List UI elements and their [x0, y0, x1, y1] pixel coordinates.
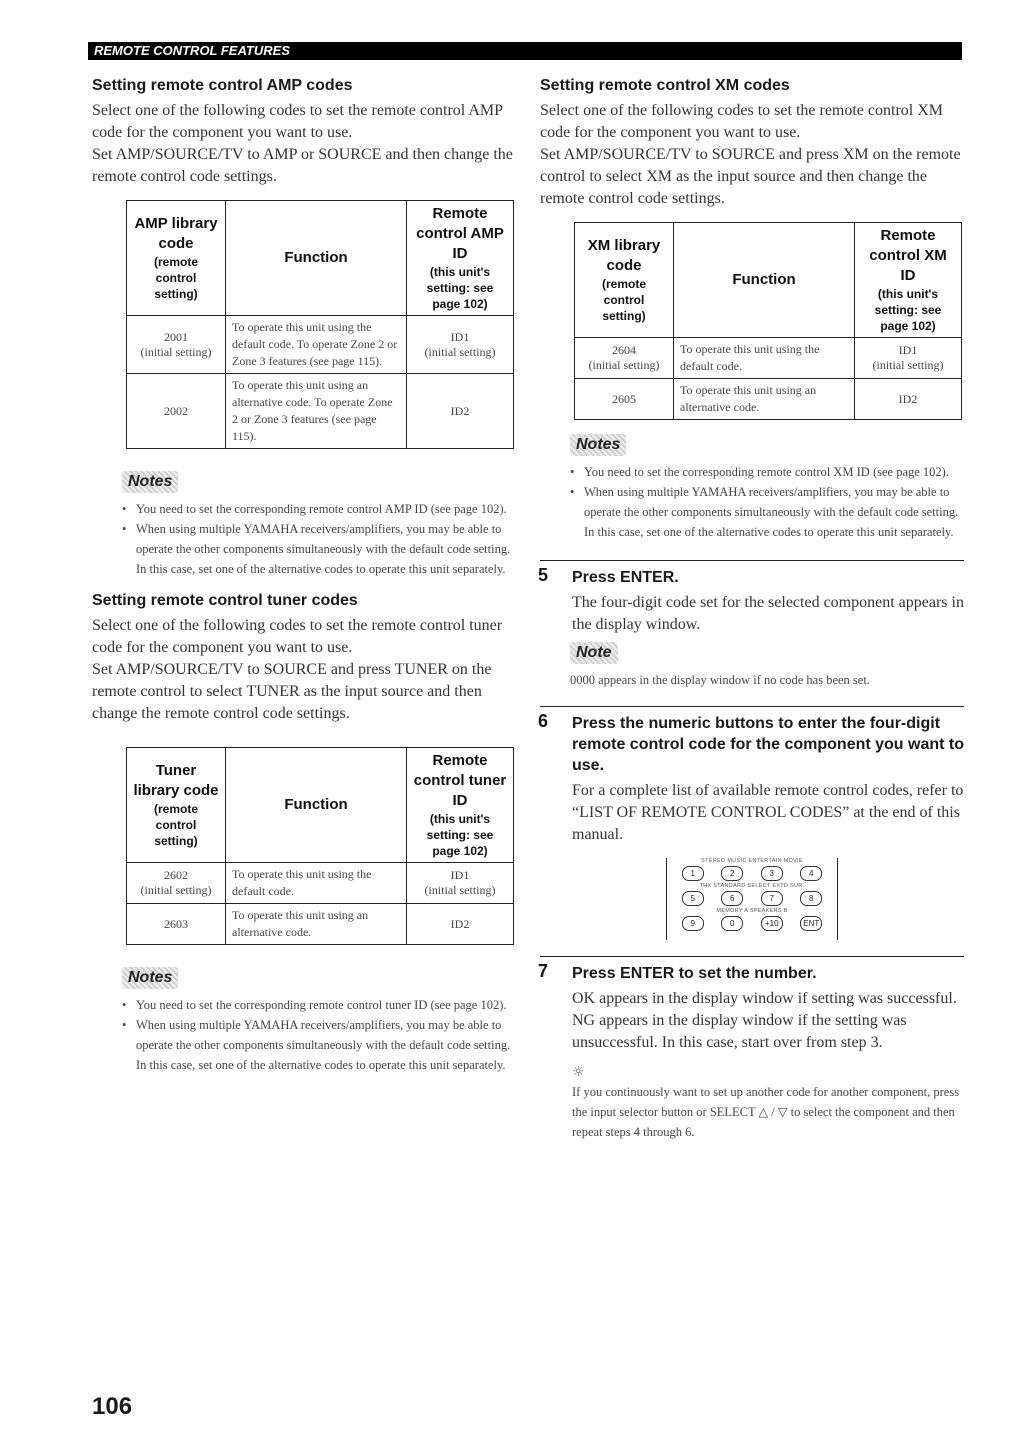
amp-instruction: Set AMP/SOURCE/TV to AMP or SOURCE and then change the remote control code settings. [92, 146, 513, 185]
step-title: Press the numeric buttons to enter the four-digit remote control code for the component you want to use. [572, 715, 965, 774]
xm-notes-list [540, 462, 964, 542]
list-item: • You need to set the corresponding remote control tuner ID (see page 102). [122, 995, 516, 1015]
step-7 [540, 956, 964, 1142]
amp-section-title: Setting remote control AMP codes [92, 77, 353, 94]
key-3: 3 [761, 866, 783, 881]
list-item: • You need to set the corresponding remote control AMP ID (see page 102). [122, 499, 516, 519]
amp-col-library-header: AMP library code (remote control setting) [127, 201, 226, 316]
xm-instruction: Set AMP/SOURCE/TV to SOURCE and press XM on the remote control to select XM as the input source and then change the remote control code settings. [540, 146, 961, 207]
tuner-notes-list [92, 995, 516, 1075]
key-7: 7 [761, 891, 783, 906]
step-number: 6 [538, 711, 549, 731]
step-title: Press ENTER to set the number. [572, 965, 817, 982]
amp-col-function-header: Function [226, 201, 407, 316]
tuner-notes-badge: Notes [122, 967, 178, 989]
step-7-tip: If you continuously want to set up another code for another component, press the input selector button or SELECT △ / ▽ to select the component and then repeat steps 4 through 6. [572, 1085, 960, 1139]
table-row: 2605 To operate this unit using an alternative code. ID2 [575, 379, 962, 420]
right-column [540, 76, 964, 1142]
tuner-col-function-header: Function [226, 748, 407, 863]
xm-code-table [574, 222, 962, 420]
step-number: 5 [538, 565, 549, 585]
keypad-row-labels: MEMORY A SPEAKERS B [716, 908, 788, 914]
step-5-note-badge: Note [570, 642, 618, 664]
key-1: 1 [682, 866, 704, 881]
xm-intro: Select one of the following codes to set the remote control XM code for the component you want to use. [540, 102, 944, 141]
tuner-section-title: Setting remote control tuner codes [92, 592, 358, 609]
key-2: 2 [721, 866, 743, 881]
key-4: 4 [800, 866, 822, 881]
page-number: 106 [92, 1393, 133, 1420]
tuner-intro: Select one of the following codes to set the remote control tuner code for the component you want to use. [92, 617, 503, 656]
step-text: NG appears in the display window if the setting was unsuccessful. In this case, start over from step 3. [572, 1012, 907, 1051]
key-9: 9 [682, 916, 704, 931]
table-row: 2603 To operate this unit using an alternative code. ID2 [127, 904, 514, 945]
tuner-instruction: Set AMP/SOURCE/TV to SOURCE and press TUNER on the remote control to select TUNER as the input source and then change the remote control code settings. [92, 661, 492, 722]
step-text: For a complete list of available remote control codes, refer to “LIST OF REMOTE CONTROL CODES” at the end of this manual. [572, 782, 964, 843]
key-ent: ENT [800, 916, 822, 931]
table-row: 2002 To operate this unit using an alternative code. To operate Zone 2 or Zone 3 features (see page 115). ID2 [127, 374, 514, 449]
key-plus10: +10 [761, 916, 783, 931]
step-6 [540, 706, 964, 940]
left-column [92, 76, 516, 1075]
xm-col-id-header: Remote control XM ID (this unit's setting: see page 102) [855, 223, 962, 338]
key-5: 5 [682, 891, 704, 906]
amp-notes-list [92, 499, 516, 579]
section-header-bar: REMOTE CONTROL FEATURES [88, 42, 962, 60]
tuner-code-table [126, 747, 514, 945]
amp-intro: Select one of the following codes to set the remote control AMP code for the component you want to use. [92, 102, 503, 141]
keypad-row-labels: THX STANDARD SELECT EXTD SUR. [699, 883, 805, 889]
xm-col-library-header: XM library code (remote control setting) [575, 223, 674, 338]
step-number: 7 [538, 961, 549, 981]
list-item: • You need to set the corresponding remote control XM ID (see page 102). [570, 462, 964, 482]
step-5 [540, 560, 964, 690]
list-item: • When using multiple YAMAHA receivers/amplifiers, you may be able to operate the other components simultaneously with the default code setting. In this case, set one of the alternative codes to operate this unit separately. [570, 482, 964, 542]
xm-notes-badge: Notes [570, 434, 626, 456]
key-8: 8 [800, 891, 822, 906]
remote-keypad-illustration [666, 858, 838, 940]
list-item: • When using multiple YAMAHA receivers/amplifiers, you may be able to operate the other components simultaneously with the default code setting. In this case, set one of the alternative codes to operate this unit separately. [122, 1015, 516, 1075]
table-row: 2602 (initial setting) To operate this unit using the default code. ID1 (initial setting) [127, 863, 514, 904]
xm-col-function-header: Function [674, 223, 855, 338]
tip-lightbulb-icon: ☼ [572, 1064, 585, 1080]
amp-notes-badge: Notes [122, 471, 178, 493]
keypad-row-labels: STEREO MUSIC ENTERTAIN MOVIE [701, 858, 803, 864]
tuner-col-library-header: Tuner library code (remote control setting) [127, 748, 226, 863]
step-text: The four-digit code set for the selected component appears in the display window. [572, 594, 964, 633]
amp-code-table [126, 200, 514, 449]
step-title: Press ENTER. [572, 569, 679, 586]
table-row: 2604 (initial setting) To operate this unit using the default code. ID1 (initial setting) [575, 338, 962, 379]
table-row: 2001 (initial setting) To operate this unit using the default code. To operate Zone 2 or Zone 3 features (see page 115). ID1 (initial setting) [127, 316, 514, 374]
step-text: OK appears in the display window if setting was successful. [572, 990, 957, 1007]
list-item: • When using multiple YAMAHA receivers/amplifiers, you may be able to operate the other components simultaneously with the default code setting. In this case, set one of the alternative codes to operate this unit separately. [122, 519, 516, 579]
key-6: 6 [721, 891, 743, 906]
key-0: 0 [721, 916, 743, 931]
xm-section-title: Setting remote control XM codes [540, 77, 790, 94]
amp-col-id-header: Remote control AMP ID (this unit's setting: see page 102) [407, 201, 514, 316]
step-5-note: 0000 appears in the display window if no code has been set. [570, 673, 870, 687]
tuner-col-id-header: Remote control tuner ID (this unit's setting: see page 102) [407, 748, 514, 863]
